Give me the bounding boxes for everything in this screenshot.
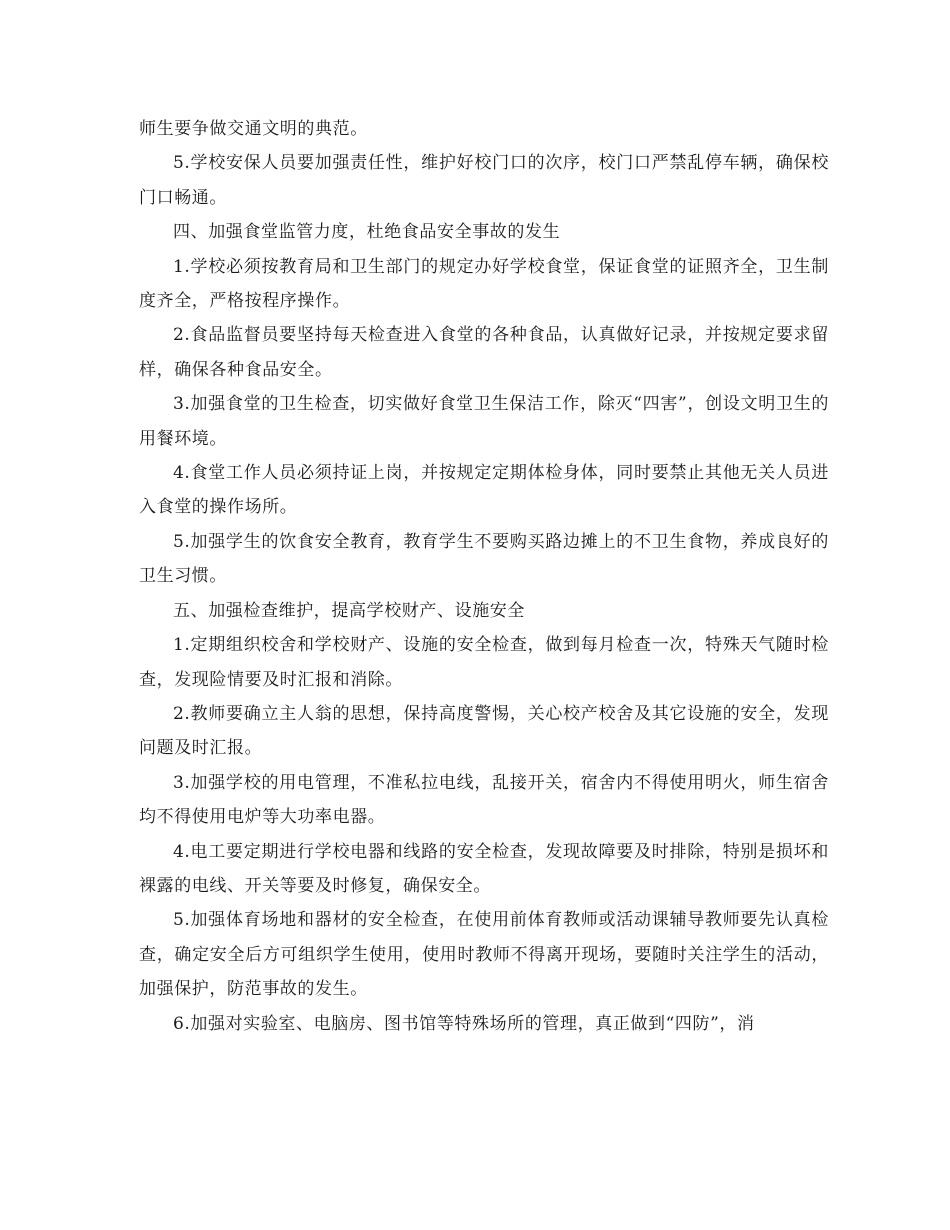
section-heading-facilities: 五、加强检查维护，提高学校财产、设施安全	[173, 600, 525, 621]
paragraph-item-teacher-vigilance: 2.教师要确立主人翁的思想，保持高度警惕，关心校产校舍及其它设施的安全，发现问题及时汇报。	[139, 703, 829, 759]
paragraph-continuation: 师生要争做交通文明的典范。	[139, 119, 368, 139]
paragraph-item-sports-equipment: 5.加强体育场地和器材的安全检查，在使用前体育教师或活动课辅导教师要先认真检查，确定安全后方可组织学生使用，使用时教师不得离开现场，要随时关注学生的活动，加强保护，防范事故的发生。	[139, 910, 829, 1000]
paragraph-item-canteen-hygiene: 3.加强食堂的卫生检查，切实做好食堂卫生保洁工作，除灭“四害”，创设文明卫生的用餐环境。	[139, 394, 829, 449]
paragraph-item-canteen-license: 1.学校必须按教育局和卫生部门的规定办好学校食堂，保证食堂的证照齐全，卫生制度齐全，严格按程序操作。	[139, 256, 829, 312]
paragraph-item-special-rooms: 6.加强对实验室、电脑房、图书馆等特殊场所的管理，真正做到“四防”，消	[173, 1013, 755, 1034]
paragraph-item-diet-education: 5.加强学生的饮食安全教育，教育学生不要购买路边摊上的不卫生食物，养成良好的卫生习惯。	[139, 531, 829, 587]
paragraph-item-canteen-staff: 4.食堂工作人员必须持证上岗，并按规定定期体检身体，同时要禁止其他无关人员进入食堂的操作场所。	[139, 463, 829, 518]
paragraph-item-security-staff: 5.学校安保人员要加强责任性，维护好校门口的次序，校门口严禁乱停车辆，确保校门口畅通。	[139, 153, 829, 208]
paragraph-item-periodic-inspection: 1.定期组织校舍和学校财产、设施的安全检查，做到每月检查一次，特殊天气随时检查，发现险情要及时汇报和消除。	[139, 635, 829, 690]
paragraph-item-food-inspector: 2.食品监督员要坚持每天检查进入食堂的各种食品，认真做好记录，并按规定要求留样，确保各种食品安全。	[139, 325, 829, 380]
document-body	[139, 112, 829, 1041]
paragraph-item-electrician: 4.电工要定期进行学校电器和线路的安全检查，发现故障要及时排除，特别是损坏和裸露的电线、开关等要及时修复，确保安全。	[139, 841, 829, 896]
paragraph-item-electricity: 3.加强学校的用电管理，不准私拉电线，乱接开关，宿舍内不得使用明火，师生宿舍均不得使用电炉等大功率电器。	[139, 772, 829, 828]
section-heading-canteen: 四、加强食堂监管力度，杜绝食品安全事故的发生	[173, 222, 561, 243]
